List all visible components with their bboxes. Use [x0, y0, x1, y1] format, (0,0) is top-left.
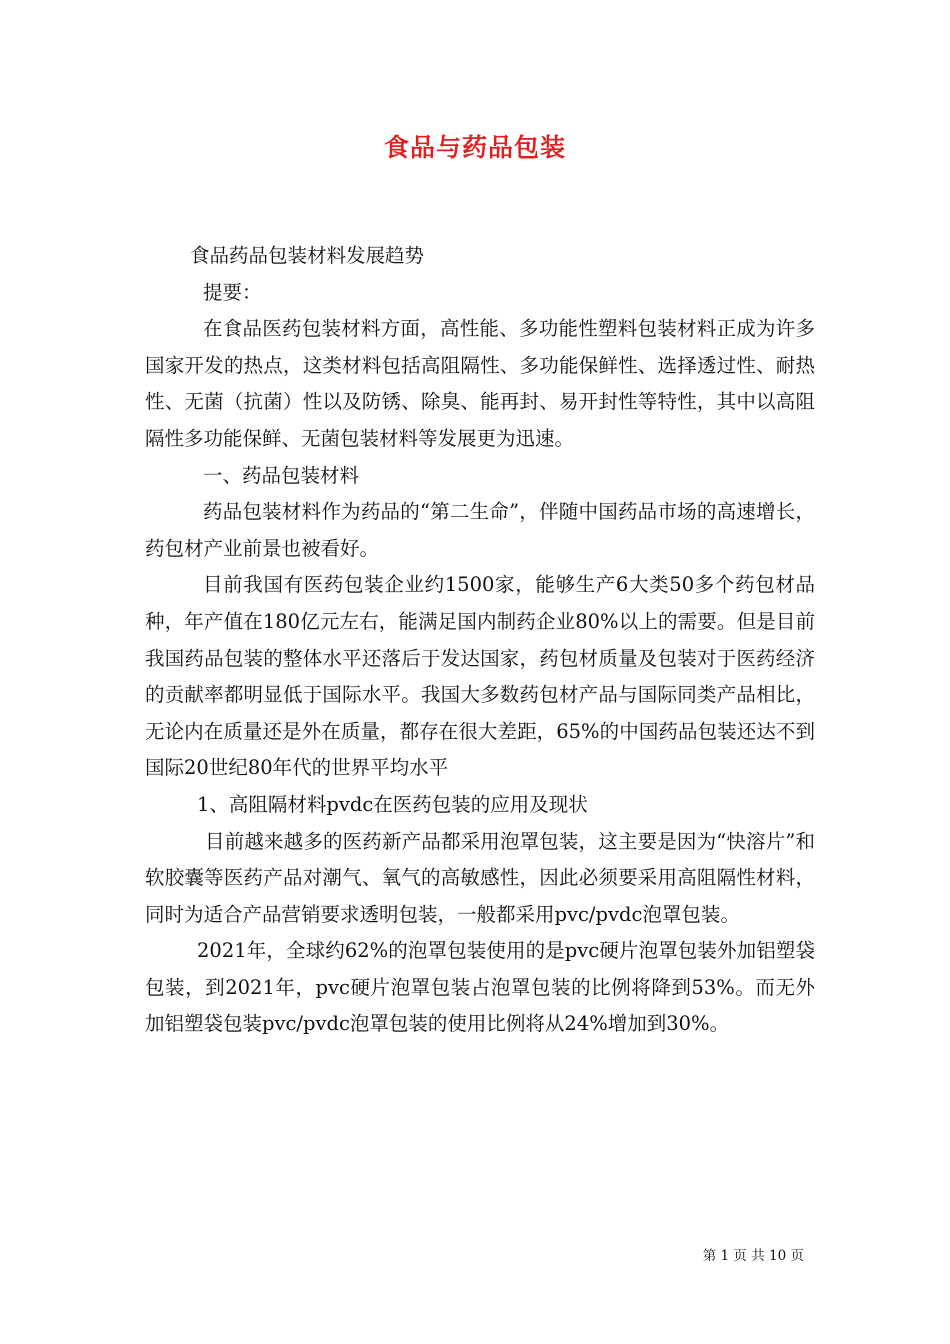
paragraph-market-share: 2021年，全球约62%的泡罩包装使用的是pvc硬片泡罩包装外加铝塑袋包装，到2021年，pvc硬片泡罩包装占泡罩包装的比例将降到53%。而无外加铝塑袋包装pvc/pvdc泡罩包装的使用比例将从24%增加到30%。	[145, 939, 815, 1036]
paragraph-subtitle: 食品药品包装材料发展趋势	[190, 244, 425, 267]
page-number-footer: 第 1 页 共 10 页	[702, 1248, 804, 1264]
document-body	[145, 238, 815, 1043]
paragraph-second-life: 药品包装材料作为药品的“第二生命”，伴随中国药品市场的高速增长，药包材产业前景也被看好。	[145, 500, 815, 560]
paragraph-summary-label: 提要：	[203, 280, 262, 304]
subsection-heading-pvdc: 1、高阻隔材料pvdc在医药包装的应用及现状	[197, 792, 588, 816]
document-title: 食品与药品包装	[383, 133, 566, 162]
section-heading-pharma-packaging: 一、药品包装材料	[203, 463, 360, 487]
paragraph-industry-status: 目前我国有医药包装企业约1500家，能够生产6大类50多个药包材品种，年产值在180亿元左右，能满足国内制药企业80%以上的需要。但是目前我国药品包装的整体水平还落后于发达国家，药包材质量及包装对于医药经济的贡献率都明显低于国际水平。我国大多数药包材产品与国际同类产品相比，无论内在质量还是外在质量，都存在很大差距，65%的中国药品包装还达不到国际20世纪80年代的世界平均水平	[145, 573, 815, 780]
paragraph-summary: 在食品医药包装材料方面，高性能、多功能性塑料包装材料正成为许多国家开发的热点，这类材料包括高阻隔性、多功能保鲜性、选择透过性、耐热性、无菌（抗菌）性以及防锈、除臭、能再封、易开封性等特性，其中以高阻隔性多功能保鲜、无菌包装材料等发展更为迅速。	[145, 317, 815, 450]
paragraph-blister-packaging: 目前越来越多的医药新产品都采用泡罩包装，这主要是因为“快溶片”和软胶囊等医药产品对潮气、氧气的高敏感性，因此必须要采用高阻隔性材料，同时为适合产品营销要求透明包装，一般都采用pvc/pvdc泡罩包装。	[145, 829, 815, 926]
